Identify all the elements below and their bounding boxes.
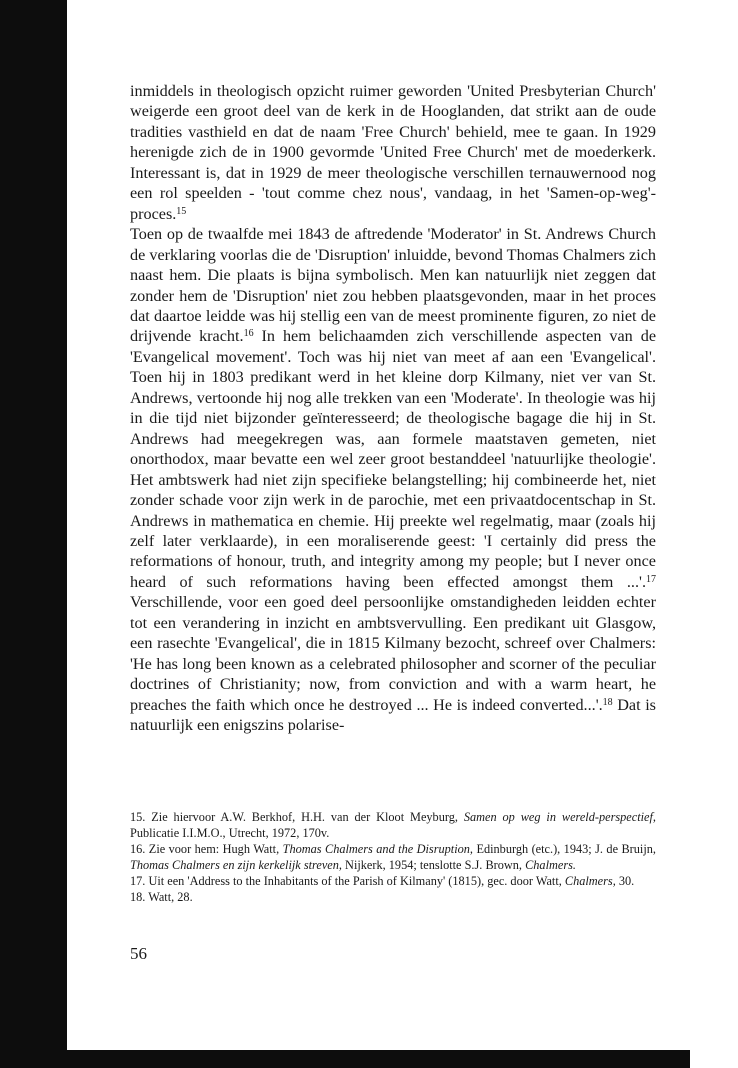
footnote-16-text-3: Nijkerk, 1954; tenslotte S.J. Brown, xyxy=(341,857,526,872)
footnotes xyxy=(130,810,656,906)
footnote-15 xyxy=(130,810,656,841)
scan-margin-right xyxy=(690,0,738,1068)
footnote-17 xyxy=(130,874,656,890)
footnote-16-title-1: Thomas Chalmers and the Disruption, xyxy=(282,841,473,856)
scan-edge-bottom xyxy=(0,1050,690,1068)
footnote-16-text: 16. Zie voor hem: Hugh Watt, xyxy=(130,841,283,856)
footnote-18-text: 18. Watt, 28. xyxy=(130,890,193,905)
footnote-17-text: 17. Uit een 'Address to the Inhabitants of the Parish of Kilmany' (1815), gec. door Watt, xyxy=(130,873,565,888)
body-text xyxy=(130,81,656,736)
footnote-18 xyxy=(130,890,656,906)
paragraph-2-part-2: In hem belichaamden zich verschillende aspecten van de 'Evangelical movement'. Toch was hij niet van meet af aan een 'Evangelical'. Toen hij in 1803 predikant werd in het kleine dorp Kilmany, niet ver van St. Andrews, vertoonde hij nog alle trekken van een 'Moderate'. In theologie was hij in die tijd niet bijzonder geïnteresseerd; de theologische bagage die hij in St. Andrews had meegekregen was, aan formele maatstaven gemeten, niet onorthodox, maar bevatte een wel zeer groot bestanddeel 'natuurlijke theologie'. Het ambtswerk had niet zijn specifieke belangstelling; hij combineerde het, niet zonder schade voor zijn werk in de parochie, met een privaatdocentschap in St. Andrews in mathematica en chemie. Hij preekte wel regelmatig, maar (zoals hij zelf later verklaarde), in een moraliserende geest: 'I certainly did press the reformations of honour, truth, and integrity among my people; but I never once heard of such reformations having been effected amongst them ...'. xyxy=(130,327,657,591)
note-ref-15[interactable]: 15 xyxy=(176,205,187,217)
paragraph-2 xyxy=(130,224,656,735)
footnote-16-title-3: Chalmers. xyxy=(525,857,576,872)
scan-edge-left xyxy=(0,0,67,1068)
footnote-17-title: Chalmers, xyxy=(564,873,616,888)
paragraph-2-part-3: Verschillende, voor een goed deel persoonlijke omstandigheden leidden echter tot een verandering in inzicht en ambtsvervulling. Een predikant uit Glasgow, een rasechte 'Evangelical', die in 1815 Kilmany bezocht, schreef over Chalmers: 'He has long been known as a celebrated philosopher and scorner of the peculiar doctrines of Christianity; now, from conviction and with a warm heart, he preaches the faith which once he destroyed ... He is indeed converted...'. xyxy=(130,593,656,714)
footnote-16-text-2: Edinburgh (etc.), 1943; J. de Bruijn, xyxy=(473,841,656,856)
paragraph-2-part-1: Toen op de twaalfde mei 1843 de aftredende 'Moderator' in St. Andrews Church de verklaring voorlas die de 'Disruption' inluidde, bevond Thomas Chalmers zich naast hem. Die plaats is bijna symbolisch. Men kan natuurlijk niet zeggen dat zonder hem de 'Disruption' niet zou hebben plaatsgevonden, maar in het proces dat daartoe leidde was hij stellig een van de meest prominente figuren, zo niet de drijvende kracht. xyxy=(130,225,656,346)
paragraph-1 xyxy=(130,81,656,224)
note-ref-17[interactable]: 17 xyxy=(646,573,656,585)
footnote-16 xyxy=(130,842,656,873)
footnote-16-title-2: Thomas Chalmers en zijn kerkelijk streven, xyxy=(130,857,342,872)
footnote-15-text: 15. Zie hiervoor A.W. Berkhof, H.H. van der Kloot Meyburg, xyxy=(130,810,464,824)
footnote-17-page: 30. xyxy=(615,873,635,888)
paragraph-2-part-4: Dat is natuurlijk een enigszins polarise- xyxy=(130,695,656,735)
note-ref-18[interactable]: 18 xyxy=(602,696,613,708)
footnote-15-publisher: Publicatie I.I.M.O., Utrecht, 1972, 170v. xyxy=(130,825,330,840)
page-number: 56 xyxy=(130,944,147,963)
note-ref-16[interactable]: 16 xyxy=(243,328,254,340)
footnote-15-title: Samen op weg in wereld-perspectief, xyxy=(463,810,656,824)
paragraph-1-text: inmiddels in theologisch opzicht ruimer geworden 'United Presbyterian Church' weigerde een groot deel van de kerk in de Hooglanden, dat strikt aan de oude tradities vasthield en dat de naam 'Free Church' behield, mee te gaan. In 1929 herenigde zich de in 1900 gevormde 'United Free Church' met de moederkerk. Interessant is, dat in 1929 de meer theologische verschillen ternauwernood nog een rol speelden - 'tout comme chez nous', vandaag, in het 'Samen-op-weg'-proces. xyxy=(130,82,656,223)
